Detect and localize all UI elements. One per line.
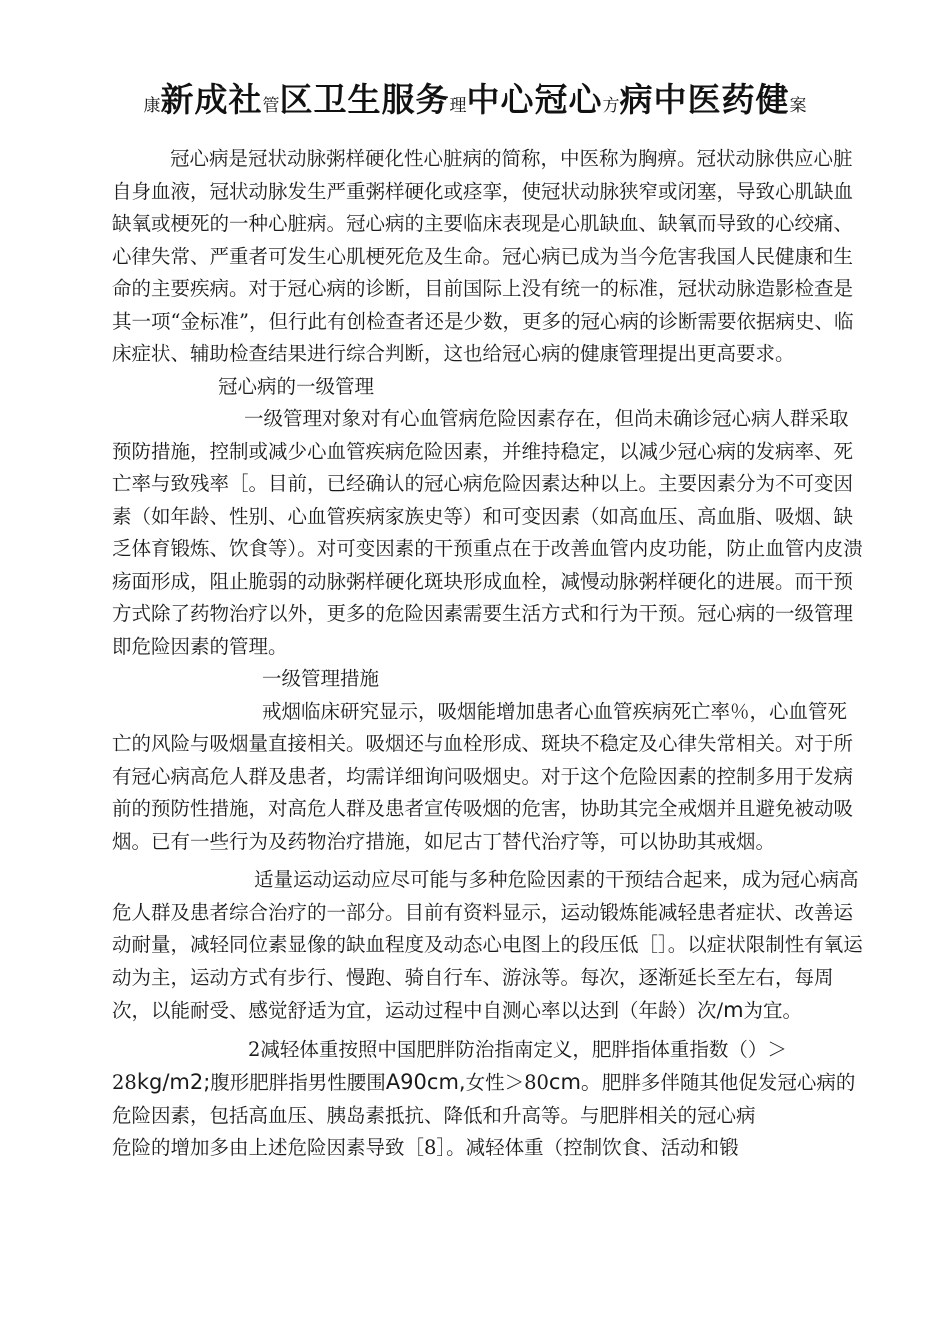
weight-text-e: 女性＞80 bbox=[465, 1071, 549, 1094]
weight-waist-male: A90cm, bbox=[385, 1070, 466, 1094]
paragraph-exercise bbox=[112, 864, 864, 1028]
document-title bbox=[0, 74, 950, 121]
exercise-unit: m bbox=[723, 998, 744, 1022]
weight-unit-cm: cm。 bbox=[548, 1070, 602, 1094]
paragraph-smoking-cessation: 戒烟临床研究显示，吸烟能增加患者心血管疾病死亡率％，心血管死亡的风险与吸烟量直接相关。吸烟还与血栓形成、斑块不稳定及心律失常相关。对于所有冠心病高危人群及患者，均需详细询问吸烟史。对于这个危险因素的控制多用于发病前的预防性措施，对高危人群及患者宣传吸烟的危害，协助其完全戒烟并且避免被动吸烟。已有一些行为及药物治疗措施，如尼古丁替代治疗等，可以协助其戒烟。 bbox=[112, 699, 854, 853]
weight-text-g: 肥胖多伴随其他促发冠心病的危险因素，包括高血压、胰岛素抵抗、降低和升高等。与肥胖相关的冠心病 bbox=[112, 1071, 856, 1127]
title-fragment: 中心冠心 bbox=[466, 80, 603, 119]
document-body bbox=[112, 143, 864, 1165]
title-fragment: 方 bbox=[602, 96, 620, 116]
exercise-end: 为宜。 bbox=[743, 999, 803, 1022]
title-fragment: 案 bbox=[789, 96, 807, 116]
weight-text-c: 腹形肥胖指男性腰围 bbox=[210, 1071, 386, 1094]
title-fragment: 病中医药健 bbox=[619, 80, 790, 119]
title-fragment: 新成社 bbox=[160, 80, 263, 119]
title-fragment: 管 bbox=[262, 96, 280, 116]
weight-text-a: 2减轻体重按照中国肥胖防治指南定义，肥胖指体重指数（）＞28 bbox=[112, 1037, 787, 1094]
title-fragment: 康 bbox=[143, 96, 161, 116]
exercise-text: 适量运动运动应尽可能与多种危险因素的干预结合起来，成为冠心病高危人群及患者综合治疗的一部分。目前有资料显示，运动锻炼能减轻患者症状、改善运动耐量，减轻同位素显像的缺血程度及动态心电图上的段压低［］。以症状限制性有氧运动为主，运动方式有步行、慢跑、骑自行车、游泳等。每次，逐渐延长至左右，每周次，以能耐受、感觉舒适为宜，运动过程中自测心率以达到（年龄）次/ bbox=[112, 868, 863, 1022]
section-heading-primary-management: 冠心病的一级管理 bbox=[218, 374, 375, 398]
paragraph-weight-continued: 危险的增加多由上述危险因素导致［8］。减轻体重（控制饮食、活动和锻 bbox=[112, 1136, 739, 1159]
title-fragment: 区卫生服务 bbox=[279, 80, 450, 119]
section-heading-measures: 一级管理措施 bbox=[262, 667, 380, 690]
weight-unit-bmi: kg/m2; bbox=[136, 1070, 211, 1094]
paragraph-intro: 冠心病是冠状动脉粥样硬化性心脏病的简称，中医称为胸痹。冠状动脉供应心脏自身血液，冠状动脉发生严重粥样硬化或痉挛，使冠状动脉狭窄或闭塞，导致心肌缺血缺氧或梗死的一种心脏病。冠心病的主要临床表现是心肌缺血、缺氧而导致的心绞痛、心律失常、严重者可发生心肌梗死危及生命。冠心病已成为当今危害我国人民健康和生命的主要疾病。对于冠心病的诊断，目前国际上没有统一的标准，冠状动脉造影检查是其一项“金标准”，但行此有创检查者还是少数，更多的冠心病的诊断需要依据病史、临床症状、辅助检查结果进行综合判断，这也给冠心病的健康管理提出更高要求。 bbox=[112, 147, 854, 365]
paragraph-primary-management: 一级管理对象对有心血管病危险因素存在，但尚未确诊冠心病人群采取预防措施，控制或减少心血管疾病危险因素，并维持稳定，以减少冠心病的发病率、死亡率与致残率［。目前，已经确认的冠心病危险因素达种以上。主要因素分为不可变因素（如年龄、性别、心血管疾病家族史等）和可变因素（如高血压、高血脂、吸烟、缺乏体育锻炼、饮食等）。对可变因素的干预重点在于改善血管内皮功能，防止血管内皮溃疡面形成，阻止脆弱的动脉粥样硬化斑块形成血栓，减慢动脉粥样硬化的进展。而干预方式除了药物治疗以外，更多的危险因素需要生活方式和行为干预。冠心病的一级管理即危险因素的管理。 bbox=[112, 407, 863, 658]
paragraph-weight-loss bbox=[112, 1034, 864, 1133]
title-fragment: 理 bbox=[449, 96, 467, 116]
